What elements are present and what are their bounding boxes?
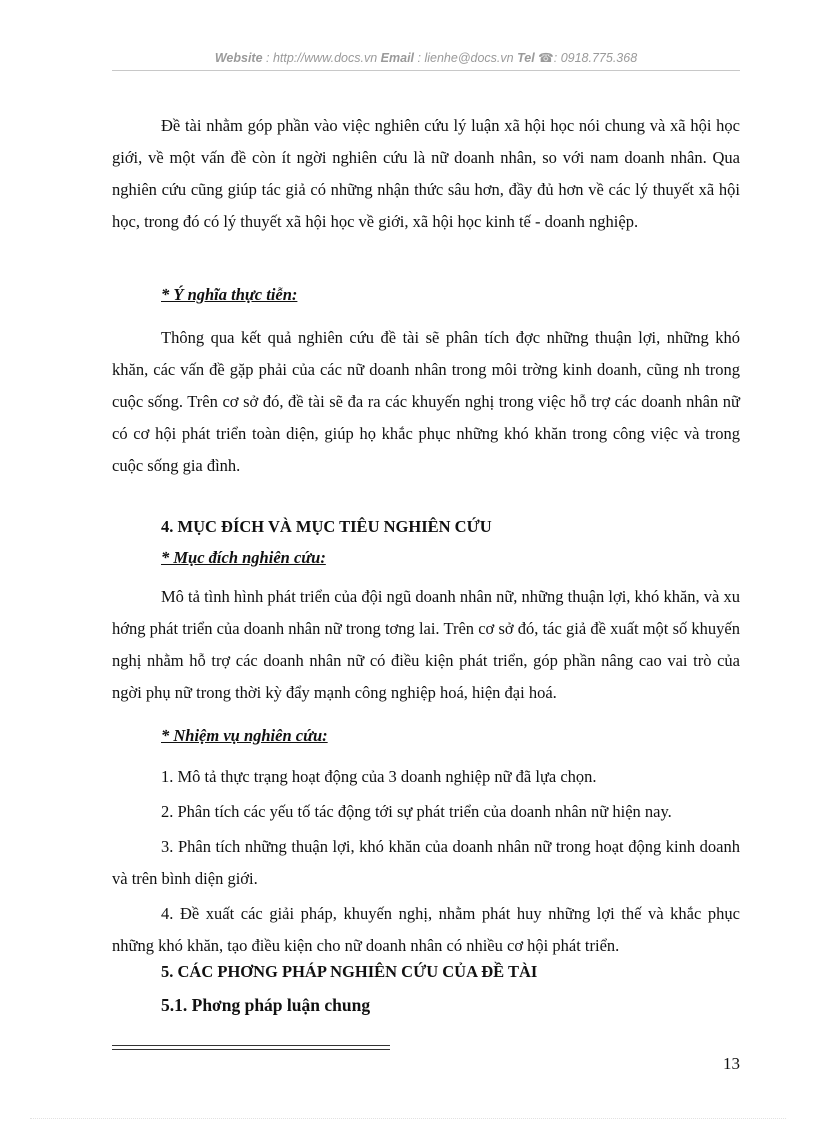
subheading-research-tasks: * Nhiệm vụ nghiên cứu: — [161, 726, 328, 745]
subsection-heading-5-1: 5.1. Phơng pháp luận chung — [161, 995, 371, 1015]
paragraph-practical-significance: Thông qua kết quả nghiên cứu đề tài sẽ phân tích đợc những thuận lợi, những khó khăn, các vấn đề gặp phải của các nữ doanh nhân trong môi trờng kinh doanh, cũng nh trong cuộc sống. Trên cơ sở đó, đề tài sẽ đa ra các khuyến nghị trong việc hỗ trợ các doanh nhân nữ có cơ hội phát triển toàn diện, giúp họ khắc phục những khó khăn trong công việc và trong cuộc sống gia đình. — [112, 328, 740, 475]
page-header — [112, 50, 740, 65]
subheading-practical-significance: * Ý nghĩa thực tiễn: — [161, 285, 298, 304]
phone-icon: ☎ — [538, 51, 554, 65]
email-value: : lienhe@docs.vn — [417, 51, 514, 65]
section-heading-4: 4. MỤC ĐÍCH VÀ MỤC TIÊU NGHIÊN CỨU — [161, 517, 492, 536]
section-heading-5: 5. CÁC PHƠNG PHÁP NGHIÊN CỨU CỦA ĐỀ TÀI — [161, 962, 538, 981]
subheading-research-purpose: * Mục đích nghiên cứu: — [161, 548, 326, 567]
task-item-3: 3. Phân tích những thuận lợi, khó khăn của doanh nhân nữ trong hoạt động kinh doanh và trên bình diện giới. — [112, 837, 740, 888]
footer-divider — [112, 1045, 390, 1050]
page-bottom-edge — [30, 1118, 786, 1119]
tel-label: Tel — [517, 51, 535, 65]
header-divider — [112, 70, 740, 71]
paragraph-theoretical-significance: Đề tài nhằm góp phần vào việc nghiên cứu lý luận xã hội học nói chung và xã hội học giới, về một vấn đề còn ít ngời nghiên cứu là nữ doanh nhân, so với nam doanh nhân. Qua nghiên cứu cũng giúp tác giả có những nhận thức sâu hơn, đầy đủ hơn về các lý thuyết xã hội học, trong đó có lý thuyết xã hội học về giới, xã hội học kinh tế - doanh nghiệp. — [112, 116, 740, 231]
task-item-1: 1. Mô tả thực trạng hoạt động của 3 doanh nghiệp nữ đã lựa chọn. — [161, 767, 597, 786]
task-item-4: 4. Đề xuất các giải pháp, khuyến nghị, nhằm phát huy những lợi thế và khắc phục những khó khăn, tạo điều kiện cho nữ doanh nhân có nhiều cơ hội phát triển. — [112, 904, 740, 955]
email-label: Email — [380, 51, 415, 65]
website-value: : http://www.docs.vn — [266, 51, 378, 65]
website-label: Website — [214, 51, 263, 65]
tel-value: : 0918.775.368 — [553, 51, 638, 65]
paragraph-research-purpose: Mô tả tình hình phát triển của đội ngũ doanh nhân nữ, những thuận lợi, khó khăn, và xu hớng phát triển của doanh nhân nữ trong tơng lai. Trên cơ sở đó, tác giả đề xuất một số khuyến nghị nhằm hỗ trợ các doanh nhân nữ có điều kiện phát triển, góp phần nâng cao vai trò của ngời phụ nữ trong thời kỳ đẩy mạnh công nghiệp hoá, hiện đại hoá. — [112, 587, 740, 702]
task-item-2: 2. Phân tích các yếu tố tác động tới sự phát triển của doanh nhân nữ hiện nay. — [161, 802, 672, 821]
page-number: 13 — [723, 1054, 740, 1073]
